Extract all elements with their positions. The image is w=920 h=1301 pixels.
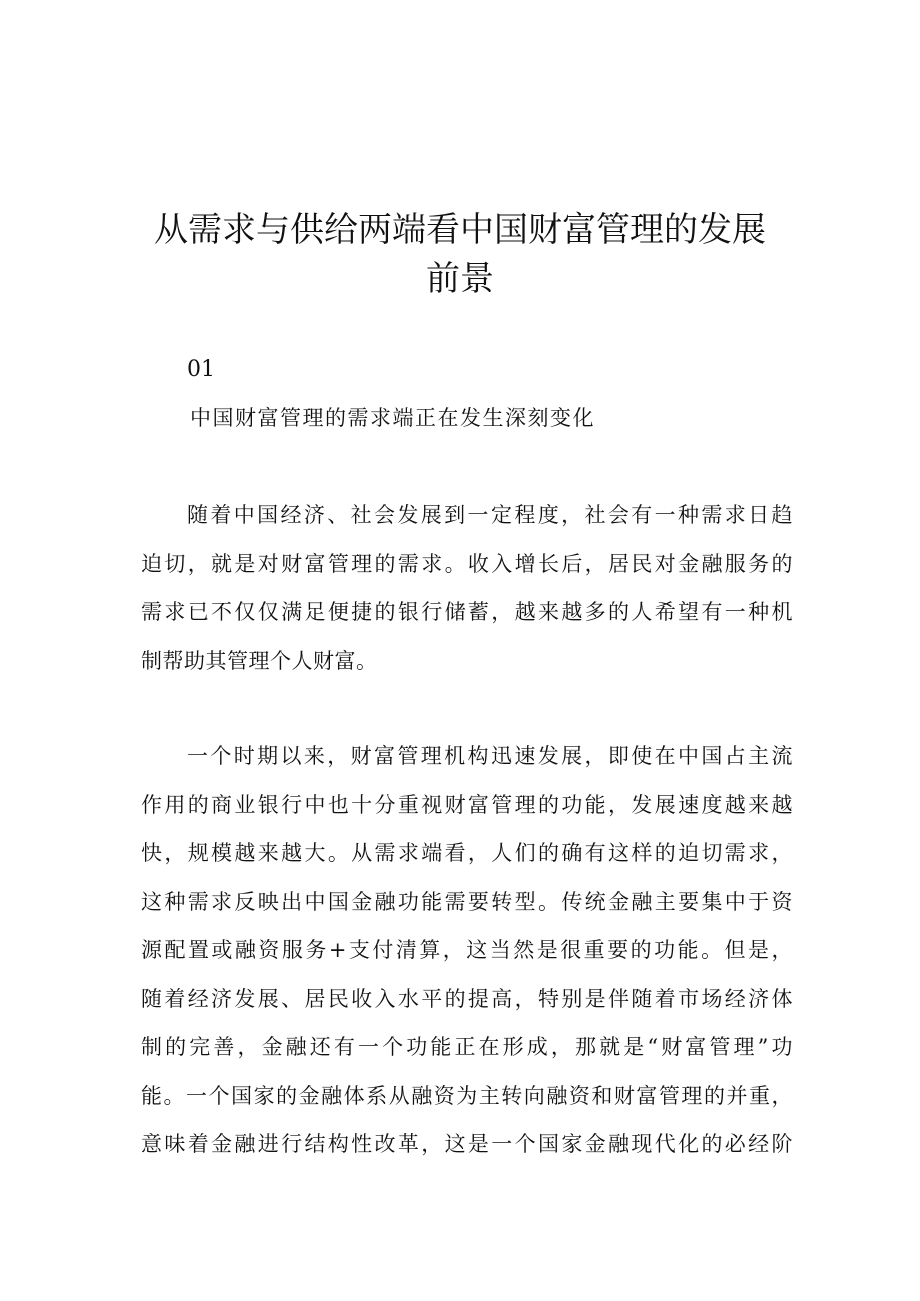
paragraph-line: 制的完善，金融还有一个功能正在形成，那就是“财富管理”功 — [141, 1035, 793, 1059]
document-title-line-2: 前景 — [426, 259, 494, 299]
paragraph-line: 能。一个国家的金融体系从融资为主转向融资和财富管理的并重， — [141, 1083, 793, 1108]
paragraph-line: 迫切，就是对财富管理的需求。收入增长后，居民对金融服务的 — [141, 551, 793, 576]
paragraph-line: 制帮助其管理个人财富。 — [141, 648, 378, 673]
paragraph-line: 源配置或融资服务+支付清算，这当然是很重要的功能。但是， — [141, 938, 793, 962]
paragraph-line: 意味着金融进行结构性改革，这是一个国家金融现代化的必经阶 — [141, 1132, 793, 1156]
paragraph-1 — [141, 491, 793, 685]
paragraph-line: 作用的商业银行中也十分重视财富管理的功能，发展速度越来越 — [141, 792, 793, 817]
section-number: 01 — [187, 357, 215, 382]
document-title-line-1: 从需求与供给两端看中国财富管理的发展 — [154, 210, 766, 250]
paragraph-line: 需求已不仅仅满足便捷的银行储蓄，越来越多的人希望有一种机 — [141, 600, 793, 624]
paragraph-2 — [141, 732, 793, 1169]
paragraph-line: 随着中国经济、社会发展到一定程度，社会有一种需求日趋 — [187, 503, 793, 527]
paragraph-line: 一个时期以来，财富管理机构迅速发展，即使在中国占主流 — [187, 744, 793, 768]
paragraph-line: 快，规模越来越大。从需求端看，人们的确有这样的迫切需求， — [141, 841, 793, 865]
paragraph-line: 这种需求反映出中国金融功能需要转型。传统金融主要集中于资 — [141, 889, 793, 914]
section-heading: 中国财富管理的需求端正在发生深刻变化 — [190, 406, 595, 430]
paragraph-line: 随着经济发展、居民收入水平的提高，特别是伴随着市场经济体 — [141, 986, 793, 1011]
